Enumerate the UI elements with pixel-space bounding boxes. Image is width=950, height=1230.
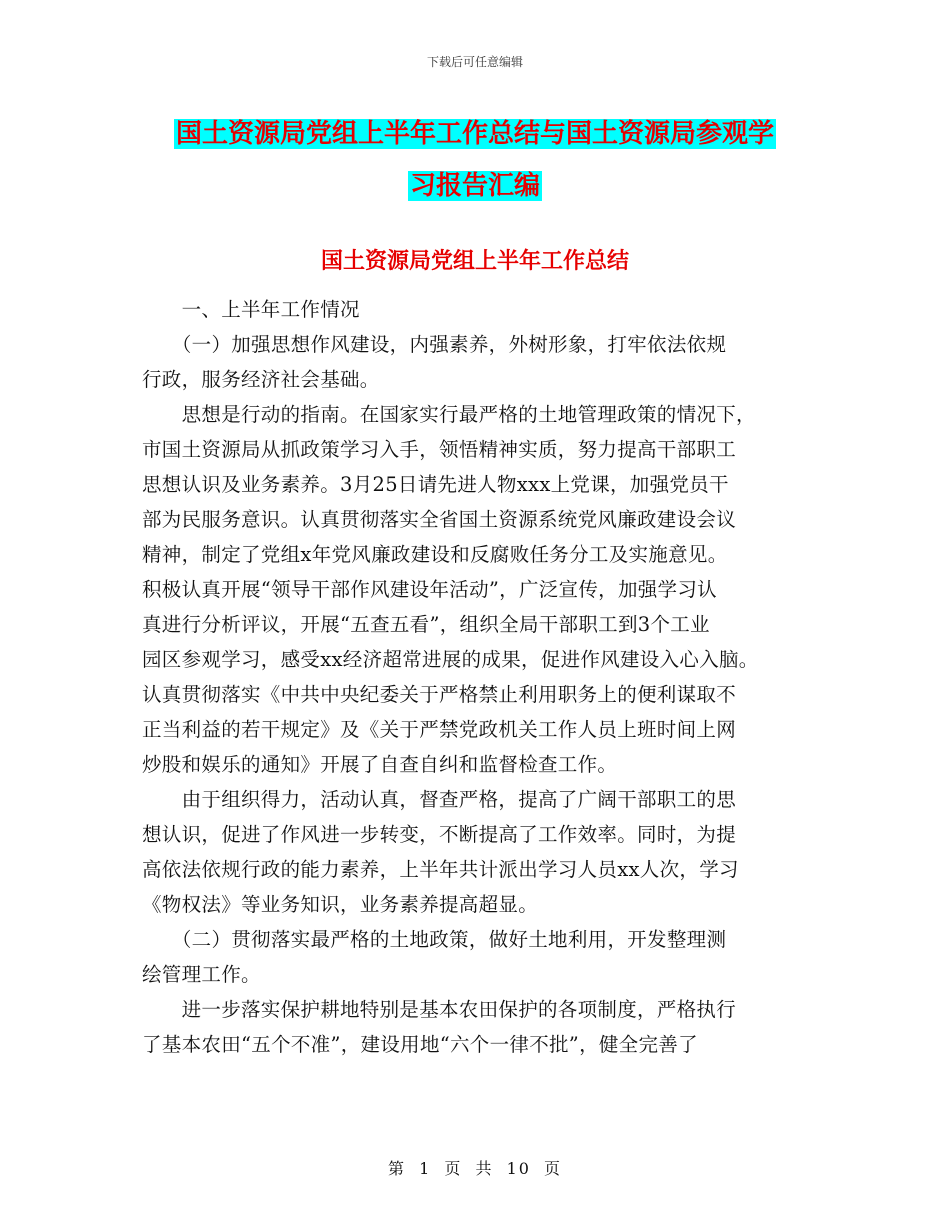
title-highlight-1: 国土资源局党组上半年工作总结与国土资源局参观学 (175, 119, 774, 149)
footer-prefix: 第 (387, 1159, 406, 1178)
text-line: 市国土资源局从抓政策学习入手，领悟精神实质，努力提高干部职工 (142, 438, 737, 461)
text-line: （二）贯彻落实最严格的土地政策，做好土地利用，开发整理测 (142, 928, 727, 951)
footer-total-pages: 10 (506, 1159, 531, 1178)
text-line: 《物权法》等业务知识，业务素养提高超显。 (142, 893, 539, 916)
footer-total-word: 共 (475, 1159, 494, 1178)
footer-page-word: 页 (444, 1159, 463, 1178)
text-line: 进一步落实保护耕地特别是基本农田保护的各项制度，严格执行 (142, 998, 737, 1021)
document-title-line-1 (0, 108, 950, 160)
text-line: 绘管理工作。 (142, 963, 261, 986)
document-title (0, 108, 950, 212)
document-title-line-2 (0, 160, 950, 212)
text-line: 精神，制定了党组x年党风廉政建设和反腐败任务分工及实施意见。 (142, 543, 728, 566)
text-line: 想认识，促进了作风进一步转变，不断提高了工作效率。同时，为提 (142, 823, 737, 846)
page-footer (0, 1156, 950, 1179)
body-text (142, 292, 808, 1062)
footer-page-number: 1 (419, 1159, 432, 1178)
text-line: 积极认真开展“领导干部作风建设年活动”，广泛宣传，加强学习认 (142, 578, 717, 601)
text-line: 认真贯彻落实《中共中央纪委关于严格禁止利用职务上的便利谋取不 (142, 683, 737, 706)
text-line: 了基本农田“五个不准”，建设用地“六个一律不批”，健全完善了 (142, 1033, 698, 1056)
text-line: 由于组织得力，活动认真，督查严格，提高了广阔干部职工的思 (142, 788, 737, 811)
text-line: 园区参观学习，感受xx经济超常进展的成果，促进作风建设入心入脑。 (142, 648, 759, 671)
text-line: 正当利益的若干规定》及《关于严禁党政机关工作人员上班时间上网 (142, 718, 737, 741)
text-line: 一、上半年工作情况 (142, 298, 360, 321)
text-line: 思想是行动的指南。在国家实行最严格的土地管理政策的情况下， (142, 403, 756, 426)
text-line: 真进行分析评议，开展“五查五看”，组织全局干部职工到3个工业 (142, 613, 710, 636)
text-line: 炒股和娱乐的通知》开展了自查自纠和监督检查工作。 (142, 753, 618, 776)
text-line: 高依法依规行政的能力素养，上半年共计派出学习人员xx人次，学习 (142, 858, 739, 881)
header-note: 下载后可任意编辑 (426, 55, 523, 69)
text-line: 思想认识及业务素养。3月25日请先进人物xxx上党课，加强党员干 (142, 473, 729, 496)
text-line: （一）加强思想作风建设，内强素养，外树形象，打牢依法依规 (142, 333, 727, 356)
title-highlight-2: 习报告汇编 (409, 171, 540, 201)
section-title: 国土资源局党组上半年工作总结 (320, 249, 629, 274)
footer-suffix: 页 (544, 1159, 563, 1178)
text-line: 行政，服务经济社会基础。 (142, 368, 380, 391)
text-line: 部为民服务意识。认真贯彻落实全省国土资源系统党风廉政建设会议 (142, 508, 737, 531)
